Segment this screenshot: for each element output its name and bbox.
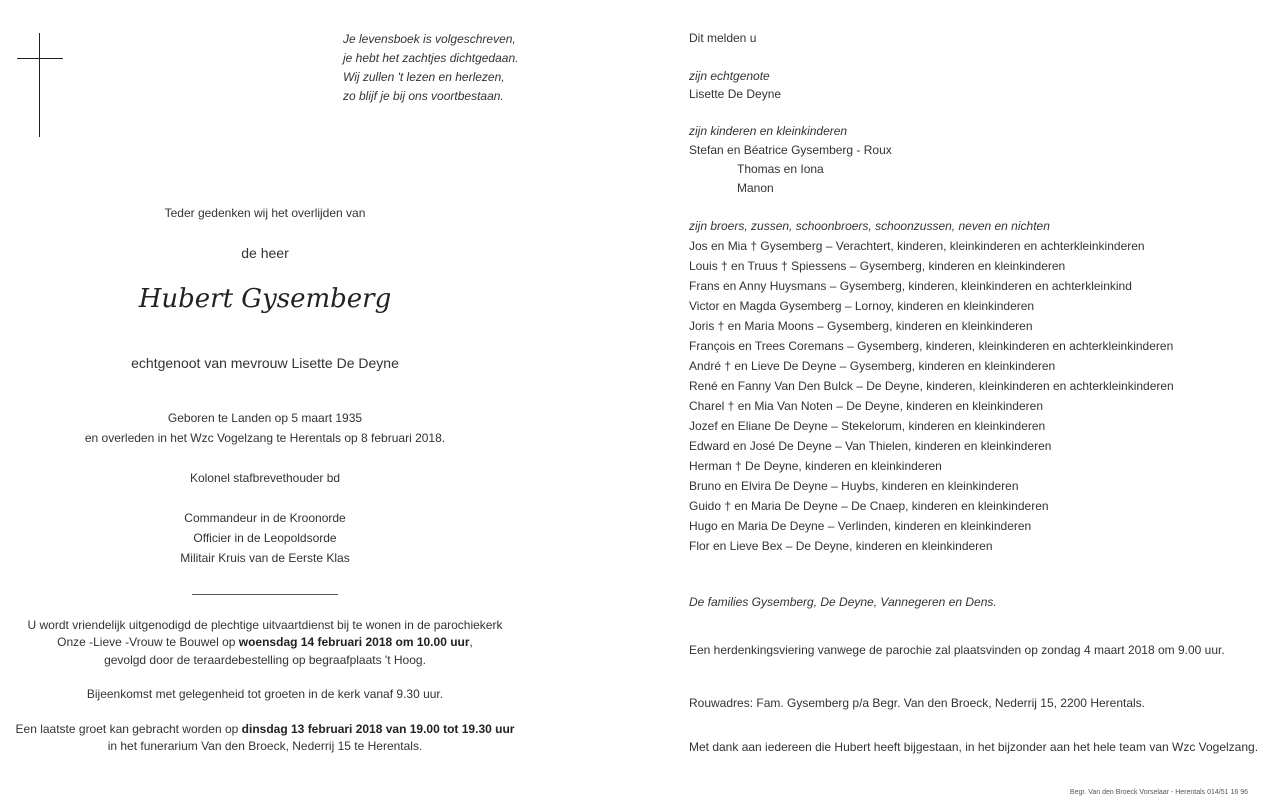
family-item: Jozef en Eliane De Deyne – Stekelorum, kinderen en kleinkinderen (689, 419, 1046, 433)
funeral-line-3: gevolgd door de teraardebestelling op begraafplaats 't Hoog. (104, 653, 426, 667)
family-item: Herman † De Deyne, kinderen en kleinkinderen (689, 459, 942, 473)
family-item: François en Trees Coremans – Gysemberg, kinderen, kleinkinderen en achterkleinkinderen (689, 339, 1174, 353)
thanks-line: Met dank aan iedereen die Hubert heeft bijgestaan, in het bijzonder aan het hele team van Wzc Vogelzang. (689, 740, 1259, 754)
children-label: zijn kinderen en kleinkinderen (689, 124, 848, 138)
farewell-text: Een laatste groet kan gebracht worden op (15, 722, 242, 736)
poem-line: zo blijf je bij ons voortbestaan. (343, 89, 504, 103)
family-item: André † en Lieve De Deyne – Gysemberg, kinderen en kleinkinderen (689, 359, 1056, 373)
rank-line: Kolonel stafbrevethouder bd (189, 471, 341, 485)
spouse-name: Lisette De Deyne (689, 87, 782, 101)
family-item: Louis † en Truus † Spiessens – Gysemberg, kinderen en kleinkinderen (689, 259, 1066, 273)
deceased-title: de heer (241, 245, 289, 261)
gathering-line: Bijeenkomst met gelegenheid tot groeten in de kerk vanaf 9.30 uur. (86, 687, 444, 701)
spouse-label: zijn echtgenote (689, 69, 770, 83)
family-item: René en Fanny Van Den Bulck – De Deyne, kinderen, kleinkinderen en achterkleinkinderen (689, 379, 1174, 393)
family-item: Charel † en Mia Van Noten – De Deyne, kinderen en kleinkinderen (689, 399, 1043, 413)
family-item: Hugo en Maria De Deyne – Verlinden, kinderen en kleinkinderen (689, 519, 1032, 533)
poem (343, 30, 603, 106)
funeral-comma: , (469, 635, 473, 649)
children-names: Stefan en Béatrice Gysemberg - Roux (689, 143, 892, 157)
death-line: en overleden in het Wzc Vogelzang te Herentals op 8 februari 2018. (84, 431, 446, 445)
farewell-line-2: in het funerarium Van den Broeck, Nederrij 15 te Herentals. (107, 739, 423, 753)
funeral-location: Onze -Lieve -Vrouw te Bouwel op (57, 635, 239, 649)
intro-text: Teder gedenken wij het overlijden van (164, 206, 366, 220)
poem-line: Wij zullen 't lezen en herlezen, (343, 70, 505, 84)
family-item: Jos en Mia † Gysemberg – Verachtert, kinderen, kleinkinderen en achterkleinkinderen (689, 239, 1145, 253)
farewell-line-1 (0, 722, 530, 736)
funeral-date: woensdag 14 februari 2018 om 10.00 uur (238, 635, 470, 649)
funeral-line-1: U wordt vriendelijk uitgenodigd de plechtige uitvaartdienst bij te wonen in de parochiekerk (27, 618, 503, 632)
poem-line: Je levensboek is volgeschreven, (343, 32, 516, 46)
farewell-date: dinsdag 13 februari 2018 van 19.00 tot 19.30 uur (241, 722, 515, 736)
honor-item: Commandeur in de Kroonorde (184, 511, 346, 525)
family-item: Guido † en Maria De Deyne – De Cnaep, kinderen en kleinkinderen (689, 499, 1049, 513)
address-line: Rouwadres: Fam. Gysemberg p/a Begr. Van den Broeck, Nederrij 15, 2200 Herentals. (689, 696, 1146, 710)
announce-line: Dit melden u (689, 31, 757, 45)
deceased-name: Hubert Gysemberg (138, 284, 392, 314)
honor-item: Officier in de Leopoldsorde (193, 531, 337, 545)
family-label: zijn broers, zussen, schoonbroers, schoonzussen, neven en nichten (689, 219, 1050, 233)
family-item: Joris † en Maria Moons – Gysemberg, kinderen en kleinkinderen (689, 319, 1033, 333)
grandchild-item: Manon (737, 181, 774, 195)
grandchild-item: Thomas en Iona (737, 162, 824, 176)
spouse-line: echtgenoot van mevrouw Lisette De Deyne (131, 355, 399, 371)
family-block (689, 216, 1269, 556)
divider (192, 594, 338, 595)
families-line: De families Gysemberg, De Deyne, Vannegeren en Dens. (689, 595, 997, 609)
memorial-line: Een herdenkingsviering vanwege de parochie zal plaatsvinden op zondag 4 maart 2018 om 9.00 uur. (689, 643, 1225, 657)
poem-line: je hebt het zachtjes dichtgedaan. (343, 51, 519, 65)
footer-credit: Begr. Van den Broeck Vorselaar - Herentals 014/51 16 96 (1069, 789, 1248, 796)
birth-line: Geboren te Landen op 5 maart 1935 (167, 411, 363, 425)
family-item: Victor en Magda Gysemberg – Lornoy, kinderen en kleinkinderen (689, 299, 1035, 313)
funeral-line-2 (0, 635, 530, 649)
family-item: Frans en Anny Huysmans – Gysemberg, kinderen, kleinkinderen en achterkleinkind (689, 279, 1132, 293)
family-item: Bruno en Elvira De Deyne – Huybs, kinderen en kleinkinderen (689, 479, 1019, 493)
family-item: Flor en Lieve Bex – De Deyne, kinderen en kleinkinderen (689, 539, 993, 553)
honor-item: Militair Kruis van de Eerste Klas (180, 551, 350, 565)
children-block (689, 122, 1269, 198)
spouse-block (689, 66, 1269, 104)
family-item: Edward en José De Deyne – Van Thielen, kinderen en kleinkinderen (689, 439, 1052, 453)
